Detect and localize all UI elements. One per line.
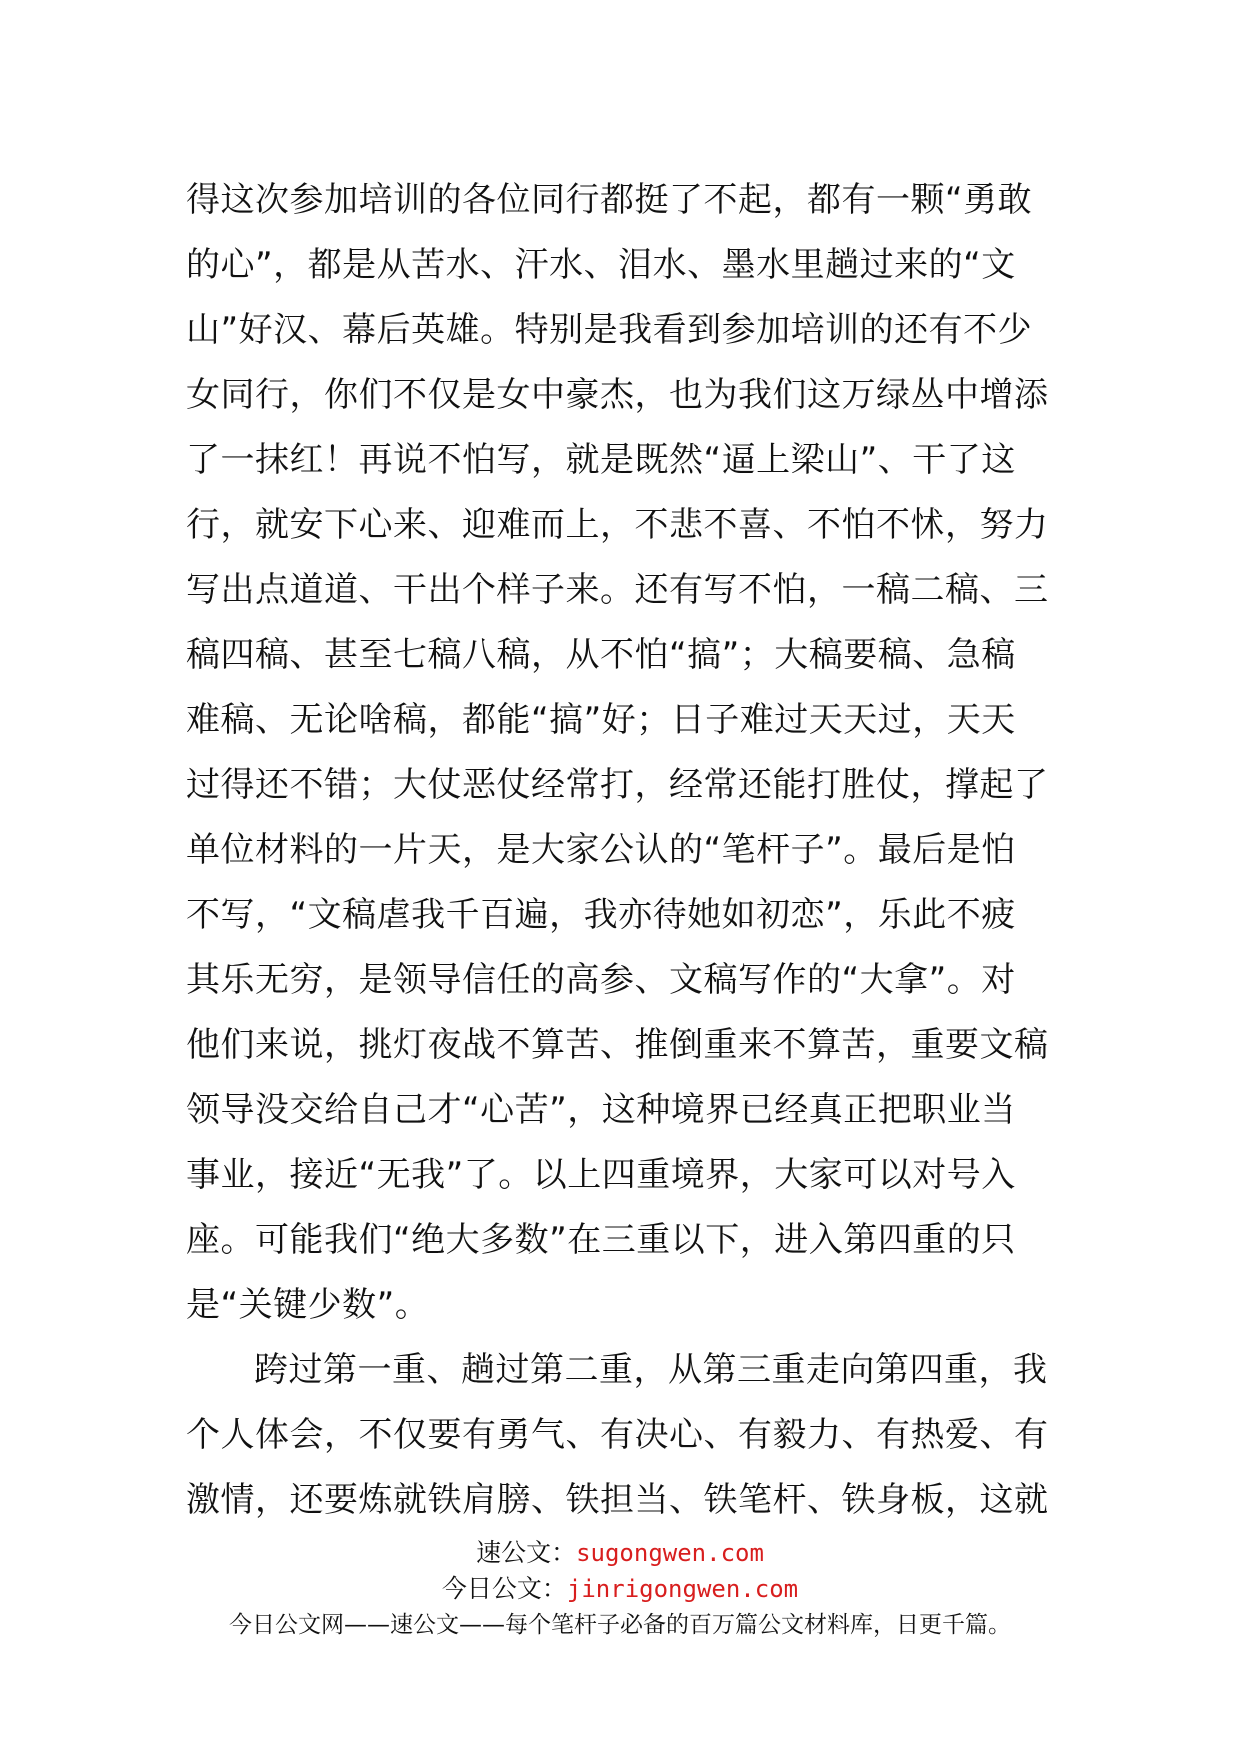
text-line: 事业，接近“无我”了。以上四重境界，大家可以对号入 <box>186 1155 1016 1195</box>
footer-link-jinrigongwen[interactable]: jinrigongwen.com <box>566 1575 799 1603</box>
text-line: 难稿、无论啥稿，都能“搞”好；日子难过天天过，天天 <box>186 700 1016 740</box>
footer <box>0 1535 1240 1643</box>
footer-site-2 <box>0 1571 1240 1607</box>
text-line: 他们来说，挑灯夜战不算苦、推倒重来不算苦，重要文稿 <box>186 1025 1049 1065</box>
footer-site-1 <box>0 1535 1240 1571</box>
footer-link-sugongwen[interactable]: sugongwen.com <box>576 1539 764 1567</box>
text-line: 个人体会，不仅要有勇气、有决心、有毅力、有热爱、有 <box>186 1415 1049 1455</box>
text-line: 不写，“文稿虐我千百遍，我亦待她如初恋”，乐此不疲 <box>186 895 1016 935</box>
text-line: 领导没交给自己才“心苦”，这种境界已经真正把职业当 <box>186 1090 1016 1130</box>
text-line: 其乐无穷，是领导信任的高参、文稿写作的“大拿”。对 <box>186 960 1016 1000</box>
text-line: 得这次参加培训的各位同行都挺了不起，都有一颗“勇敢 <box>186 180 1033 220</box>
text-line: 的心”，都是从苦水、汗水、泪水、墨水里趟过来的“文 <box>186 245 1016 285</box>
text-line: 山”好汉、幕后英雄。特别是我看到参加培训的还有不少 <box>186 310 1033 350</box>
text-line: 行，就安下心来、迎难而上，不悲不喜、不怕不怵，努力 <box>186 505 1049 545</box>
text-line: 稿四稿、甚至七稿八稿，从不怕“搞”；大稿要稿、急稿 <box>186 635 1016 675</box>
text-line: 激情，还要炼就铁肩膀、铁担当、铁笔杆、铁身板，这就 <box>186 1480 1049 1520</box>
text-line: 过得还不错；大仗恶仗经常打，经常还能打胜仗，撑起了 <box>186 765 1049 805</box>
text-line: 单位材料的一片天，是大家公认的“笔杆子”。最后是怕 <box>186 830 1016 870</box>
text-line: 写出点道道、干出个样子来。还有写不怕，一稿二稿、三 <box>186 570 1049 610</box>
text-line: 座。可能我们“绝大多数”在三重以下，进入第四重的只 <box>186 1220 1016 1260</box>
paragraph-start-line: 跨过第一重、趟过第二重，从第三重走向第四重，我 <box>254 1350 1048 1390</box>
text-line: 了一抹红！再说不怕写，就是既然“逼上梁山”、干了这 <box>186 440 1016 480</box>
text-line: 女同行，你们不仅是女中豪杰，也为我们这万绿丛中增添 <box>186 375 1049 415</box>
footer-label-2: 今日公文： <box>441 1574 567 1603</box>
text-line: 是“关键少数”。 <box>186 1285 430 1325</box>
footer-label-1: 速公文： <box>476 1538 577 1567</box>
footer-tagline: 今日公文网——速公文——每个笔杆子必备的百万篇公文材料库，日更千篇。 <box>229 1612 1011 1638</box>
document-body <box>186 168 1054 1533</box>
